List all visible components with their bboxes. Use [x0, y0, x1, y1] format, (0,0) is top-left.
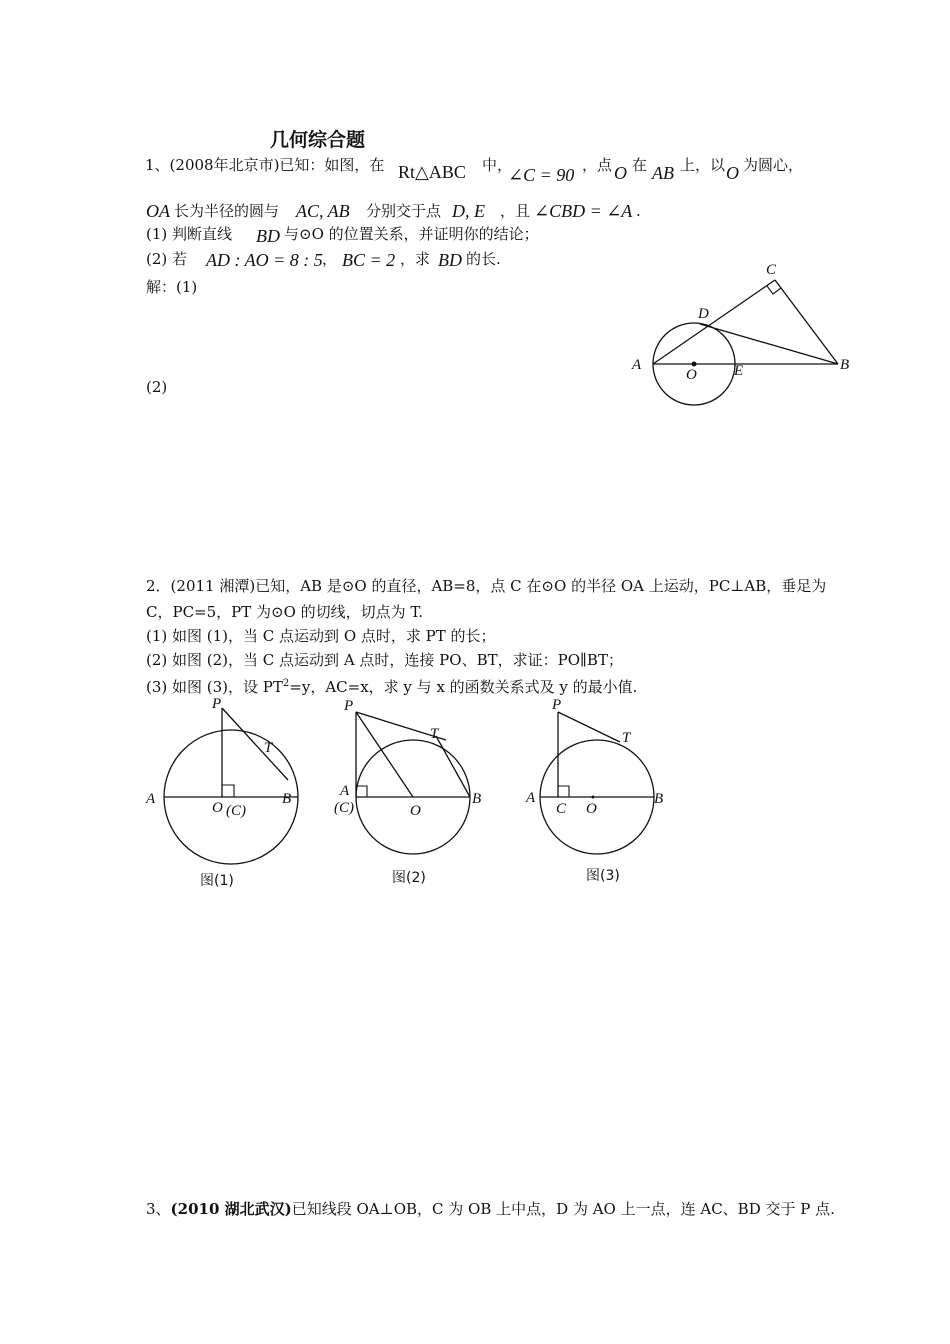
q3-source: (2010 湖北武汉): [170, 1200, 292, 1218]
q1-de: D, E: [452, 201, 485, 221]
q1-sub1-a: (1) 判断直线: [146, 225, 233, 243]
q2-fig3-label-a: A: [526, 790, 536, 806]
q1-label-e: E: [734, 363, 744, 379]
q2-fig3-center-dot: [592, 796, 595, 799]
q1-bd1: BD: [256, 226, 280, 246]
page-title: 几何综合题: [270, 129, 366, 151]
q2-fig1-label-p: P: [212, 696, 222, 712]
q2-fig3-label-p: P: [552, 697, 562, 713]
q1-answer1: 解：(1): [146, 278, 198, 296]
q1-zai: 在: [632, 156, 648, 174]
q2-fig2-label-p: P: [344, 698, 354, 714]
q2-sub3-a: (3) 如图 (3)，设 PT: [146, 678, 283, 696]
q1-shang-yi: 上，以: [680, 156, 726, 174]
q2-fig2-label-o: O: [410, 803, 421, 819]
q2-fig3-label-t: T: [622, 730, 631, 746]
q3-text: 已知线段 OA⊥OB，C 为 OB 上中点，D 为 AO 上一点，连 AC、BD 交于 P 点.: [291, 1200, 835, 1218]
q2-fig2-po: [356, 712, 413, 797]
q1-answer2: (2): [146, 378, 168, 396]
q2-line1: 2．(2011 湘潭)已知，AB 是⊙O 的直径，AB=8，点 C 在⊙O 的半径 OA 上运动，PC⊥AB，垂足为: [146, 577, 827, 595]
q2-fig1-label-b: B: [282, 791, 292, 807]
q1-line2-a: 长为半径的圆与: [174, 202, 280, 220]
q2-line2: C，PC=5，PT 为⊙O 的切线，切点为 T.: [146, 603, 423, 621]
q1-angle-eq: ∠CBD = ∠A: [534, 201, 633, 221]
q3-num: 3、: [146, 1200, 171, 1218]
q1-wei-yuanxin: 为圆心，: [743, 156, 804, 174]
q2-fig3-pt: [558, 712, 620, 742]
q2-sub3-b: =y，AC=x，求 y 与 x 的函数关系式及 y 的最小值.: [289, 678, 638, 696]
q1-comma: ，: [322, 250, 338, 268]
q2-fig1-caption: 图(1): [200, 873, 234, 889]
q1-o2: O: [726, 163, 739, 183]
q2-fig1-label-t: T: [264, 740, 273, 756]
q2-fig1-pt: [222, 708, 288, 780]
q2-fig1-label-c: (C): [226, 803, 246, 819]
q2-fig3-label-b: B: [654, 791, 664, 807]
q2-fig1-label-a: A: [146, 791, 156, 807]
q1-bc: BC = 2: [342, 250, 396, 270]
q2-fig3-caption: 图(3): [586, 868, 620, 884]
q1-ab1: AB: [652, 163, 674, 183]
q2-fig3-label-o: O: [586, 801, 597, 817]
q1-ac-ab: AC, AB: [296, 201, 350, 221]
q1-angle-c: ∠C = 90: [508, 165, 575, 185]
q1-line2-d: .: [636, 202, 641, 220]
q2-sub1: (1) 如图 (1)，当 C 点运动到 O 点时，求 PT 的长；: [146, 627, 496, 645]
q2-sub2: (2) 如图 (2)，当 C 点运动到 A 点时，连接 PO、BT，求证：PO∥BT；: [146, 651, 623, 669]
q1-line2-b: 分别交于点: [366, 202, 442, 220]
q1-prefix: 1、(2008年北京市)已知：如图，在: [145, 156, 385, 174]
q2-fig3-right-angle: [558, 786, 569, 797]
q1-sub2-a: (2) 若: [146, 250, 188, 268]
q1-sub2-b: ，求: [400, 250, 431, 268]
q1-label-c: C: [766, 262, 777, 278]
q1-o1: O: [614, 163, 627, 183]
q1-sub1-b: 与⊙O 的位置关系，并证明你的结论；: [284, 225, 539, 243]
q2-fig2-bt: [436, 736, 470, 797]
q2-fig2-label-a: A: [340, 783, 350, 799]
q2-sub3-sup: 2: [282, 678, 290, 689]
q1-label-d: D: [698, 306, 709, 322]
q2-fig1-right-angle: [222, 785, 234, 797]
q1-ratio: AD : AO = 8 : 5: [206, 250, 323, 270]
q2-fig2-label-c: (C): [334, 800, 354, 816]
q2-fig1-label-o: O: [212, 800, 223, 816]
q1-dian: ，点: [582, 156, 613, 174]
q1-label-b: B: [840, 357, 850, 373]
q1-label-o: O: [686, 367, 697, 383]
q1-oa: OA: [146, 201, 170, 221]
q3-line: [146, 1198, 835, 1220]
q2-fig2-label-t: T: [430, 726, 439, 742]
q1-zhong: 中，: [482, 156, 513, 174]
q2-fig3-label-c: C: [556, 801, 567, 817]
q1-sub2-c: 的长.: [466, 250, 501, 268]
q2-fig2-right-angle: [356, 786, 367, 797]
q1-line2-c: ，且: [500, 202, 531, 220]
q2-fig2-caption: 图(2): [392, 870, 426, 886]
q2-fig2-label-b: B: [472, 791, 482, 807]
q1-rt-triangle: Rt△ABC: [398, 162, 466, 182]
q1-bd2: BD: [438, 250, 462, 270]
q1-label-a: A: [632, 357, 642, 373]
